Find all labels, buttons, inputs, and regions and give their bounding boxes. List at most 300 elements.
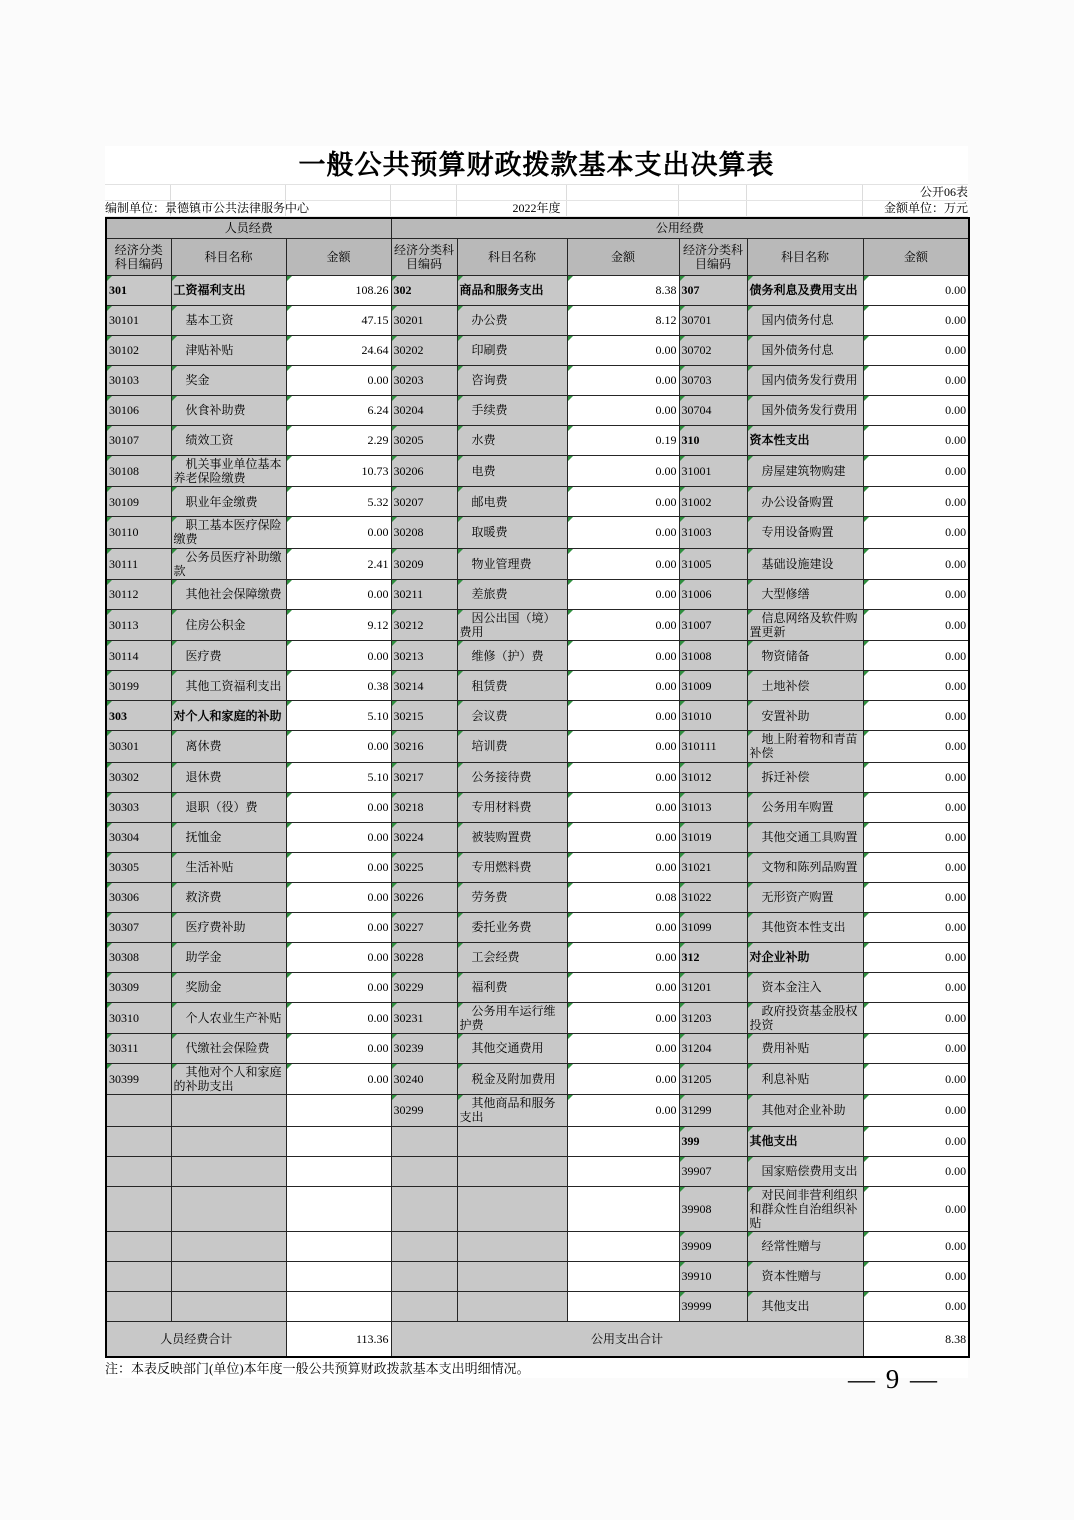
footnote: 注：本表反映部门(单位)本年度一般公共预算财政拨款基本支出明细情况。 [105, 1360, 530, 1376]
code-cell: 30399 [106, 1063, 171, 1094]
code-cell: 30304 [106, 822, 171, 852]
name-cell: 医疗费 [171, 641, 286, 671]
code-cell [106, 1156, 171, 1186]
amount-cell: 0.00 [863, 792, 969, 822]
table-row [106, 396, 969, 426]
amount-cell: 0.00 [863, 517, 969, 548]
amount-cell: 10.73 [286, 456, 391, 487]
table-row [106, 306, 969, 336]
table-row [106, 942, 969, 972]
code-cell [391, 1126, 457, 1156]
code-cell: 30207 [391, 487, 457, 517]
code-cell: 30107 [106, 426, 171, 456]
amount-cell: 0.00 [567, 1063, 679, 1094]
code-cell: 30106 [106, 396, 171, 426]
amount-cell: 0.00 [567, 822, 679, 852]
name-cell: 拆迁补偿 [747, 762, 863, 792]
code-cell: 31013 [679, 792, 747, 822]
name-cell: 租赁费 [457, 671, 567, 701]
name-cell: 专用设备购置 [747, 517, 863, 548]
name-cell: 文物和陈列品购置 [747, 852, 863, 882]
table-row [106, 517, 969, 548]
name-cell: 其他交通费用 [457, 1033, 567, 1063]
name-cell: 培训费 [457, 731, 567, 762]
name-cell: 办公设备购置 [747, 487, 863, 517]
name-cell: 伙食补助费 [171, 396, 286, 426]
code-cell: 31010 [679, 701, 747, 731]
page-number: — 9 — [848, 1364, 939, 1394]
code-cell: 30205 [391, 426, 457, 456]
amount-cell: 0.00 [863, 822, 969, 852]
name-cell [457, 1156, 567, 1186]
amount-cell: 0.00 [567, 579, 679, 609]
name-cell: 其他支出 [747, 1291, 863, 1321]
amount-cell: 0.00 [286, 1002, 391, 1033]
code-cell: 30310 [106, 1002, 171, 1033]
code-cell: 30311 [106, 1033, 171, 1063]
amount-cell: 0.00 [863, 366, 969, 396]
amount-cell: 9.12 [286, 609, 391, 640]
amount-cell: 0.00 [863, 456, 969, 487]
amount-cell: 0.00 [567, 792, 679, 822]
name-cell: 对个人和家庭的补助 [171, 701, 286, 731]
name-cell: 对民间非营利组织和群众性自治组织补贴 [747, 1186, 863, 1231]
name-cell: 取暖费 [457, 517, 567, 548]
table-row [106, 912, 969, 942]
amount-cell: 0.00 [567, 396, 679, 426]
name-cell [171, 1291, 286, 1321]
table-row [106, 548, 969, 579]
code-cell: 31012 [679, 762, 747, 792]
table-row [106, 701, 969, 731]
code-cell [106, 1126, 171, 1156]
code-cell: 30103 [106, 366, 171, 396]
code-cell: 310 [679, 426, 747, 456]
code-cell: 31003 [679, 517, 747, 548]
amount-cell: 0.00 [286, 972, 391, 1002]
name-cell [171, 1126, 286, 1156]
code-cell: 30301 [106, 731, 171, 762]
amount-cell: 0.00 [567, 852, 679, 882]
group-header-public: 公用经费 [391, 218, 969, 239]
name-cell [457, 1291, 567, 1321]
code-cell: 31099 [679, 912, 747, 942]
amount-cell: 0.00 [286, 579, 391, 609]
table-row [106, 1063, 969, 1094]
amount-cell: 0.00 [863, 882, 969, 912]
amount-cell: 0.00 [863, 276, 969, 306]
code-cell: 30108 [106, 456, 171, 487]
code-cell: 30111 [106, 548, 171, 579]
group-header-personnel: 人员经费 [106, 218, 391, 239]
amount-cell: 0.00 [286, 366, 391, 396]
code-cell: 30308 [106, 942, 171, 972]
code-cell: 30306 [106, 882, 171, 912]
code-cell: 30112 [106, 579, 171, 609]
amount-cell: 0.00 [567, 701, 679, 731]
amount-cell: 47.15 [286, 306, 391, 336]
table-row [106, 487, 969, 517]
name-cell [171, 1261, 286, 1291]
code-cell: 30309 [106, 972, 171, 1002]
public-total-value: 8.38 [863, 1321, 969, 1357]
name-cell: 专用材料费 [457, 792, 567, 822]
amount-cell: 0.00 [286, 852, 391, 882]
name-cell: 公务接待费 [457, 762, 567, 792]
amount-cell: 0.00 [863, 579, 969, 609]
code-cell: 31001 [679, 456, 747, 487]
code-cell: 31021 [679, 852, 747, 882]
name-cell: 职工基本医疗保险缴费 [171, 517, 286, 548]
table-row [106, 1033, 969, 1063]
code-cell: 30204 [391, 396, 457, 426]
code-cell: 30229 [391, 972, 457, 1002]
table-row [106, 882, 969, 912]
name-cell: 土地补偿 [747, 671, 863, 701]
table-row [106, 822, 969, 852]
amount-cell: 2.41 [286, 548, 391, 579]
name-cell: 国家赔偿费用支出 [747, 1156, 863, 1186]
totals-row [106, 1321, 969, 1357]
table-row [106, 1261, 969, 1291]
code-cell: 30114 [106, 641, 171, 671]
name-cell: 其他对个人和家庭的补助支出 [171, 1063, 286, 1094]
amount-cell: 0.00 [863, 1261, 969, 1291]
amount-cell [567, 1126, 679, 1156]
amount-cell: 0.08 [567, 882, 679, 912]
amount-cell: 0.00 [863, 1126, 969, 1156]
code-cell: 31201 [679, 972, 747, 1002]
name-cell: 抚恤金 [171, 822, 286, 852]
name-cell: 物业管理费 [457, 548, 567, 579]
code-cell: 30110 [106, 517, 171, 548]
code-cell [106, 1261, 171, 1291]
code-cell: 399 [679, 1126, 747, 1156]
personnel-total-value: 113.36 [286, 1321, 391, 1357]
name-cell: 公务用车运行维护费 [457, 1002, 567, 1033]
public-total-label: 公用支出合计 [391, 1321, 863, 1357]
name-cell [457, 1261, 567, 1291]
amount-cell: 0.00 [863, 731, 969, 762]
amount-cell: 0.00 [863, 487, 969, 517]
name-cell: 因公出国（境）费用 [457, 609, 567, 640]
code-cell: 39907 [679, 1156, 747, 1186]
code-cell: 303 [106, 701, 171, 731]
amount-cell: 0.00 [567, 517, 679, 548]
amount-cell: 5.32 [286, 487, 391, 517]
code-cell: 30703 [679, 366, 747, 396]
amount-cell: 0.00 [286, 792, 391, 822]
amount-cell: 5.10 [286, 701, 391, 731]
name-cell: 被装购置费 [457, 822, 567, 852]
amount-cell: 0.00 [863, 306, 969, 336]
amount-cell: 0.00 [863, 1002, 969, 1033]
code-cell: 30305 [106, 852, 171, 882]
name-cell: 债务利息及费用支出 [747, 276, 863, 306]
amount-cell: 0.00 [567, 762, 679, 792]
name-cell [171, 1156, 286, 1186]
table-row [106, 671, 969, 701]
meta-row-unit-year [105, 201, 968, 217]
name-cell: 其他工资福利支出 [171, 671, 286, 701]
name-cell [171, 1186, 286, 1231]
name-cell: 邮电费 [457, 487, 567, 517]
name-cell: 信息网络及软件购置更新 [747, 609, 863, 640]
code-cell: 301 [106, 276, 171, 306]
table-row [106, 1186, 969, 1231]
amount-cell: 0.00 [863, 1231, 969, 1261]
amount-cell: 0.00 [286, 912, 391, 942]
table-row [106, 1002, 969, 1033]
name-cell: 津贴补贴 [171, 336, 286, 366]
name-cell: 差旅费 [457, 579, 567, 609]
code-cell: 31203 [679, 1002, 747, 1033]
code-cell: 30704 [679, 396, 747, 426]
name-cell: 物资储备 [747, 641, 863, 671]
column-header-name-3: 科目名称 [747, 239, 863, 276]
amount-cell: 0.00 [863, 942, 969, 972]
code-cell: 30231 [391, 1002, 457, 1033]
column-header-code-2: 经济分类科目编码 [391, 239, 457, 276]
amount-cell: 0.00 [567, 1095, 679, 1126]
name-cell: 基本工资 [171, 306, 286, 336]
amount-cell: 0.00 [567, 912, 679, 942]
name-cell: 会议费 [457, 701, 567, 731]
code-cell: 30228 [391, 942, 457, 972]
name-cell: 职业年金缴费 [171, 487, 286, 517]
name-cell: 印刷费 [457, 336, 567, 366]
column-header-row [106, 239, 969, 276]
name-cell: 资本金注入 [747, 972, 863, 1002]
name-cell: 其他资本性支出 [747, 912, 863, 942]
amount-cell: 0.00 [286, 1033, 391, 1063]
code-cell [391, 1186, 457, 1231]
name-cell: 手续费 [457, 396, 567, 426]
name-cell: 其他支出 [747, 1126, 863, 1156]
code-cell: 30227 [391, 912, 457, 942]
code-cell: 30113 [106, 609, 171, 640]
name-cell: 绩效工资 [171, 426, 286, 456]
code-cell: 31007 [679, 609, 747, 640]
code-cell: 30299 [391, 1095, 457, 1126]
amount-cell [286, 1261, 391, 1291]
name-cell [171, 1095, 286, 1126]
amount-cell: 0.00 [863, 1156, 969, 1186]
code-cell: 31006 [679, 579, 747, 609]
code-cell: 30213 [391, 641, 457, 671]
amount-cell: 0.00 [286, 822, 391, 852]
amount-cell [567, 1231, 679, 1261]
code-cell: 30302 [106, 762, 171, 792]
document-page [105, 146, 968, 1378]
amount-cell: 0.00 [567, 942, 679, 972]
name-cell: 商品和服务支出 [457, 276, 567, 306]
amount-cell [286, 1231, 391, 1261]
table-row [106, 1095, 969, 1126]
name-cell: 房屋建筑物购建 [747, 456, 863, 487]
code-cell: 30225 [391, 852, 457, 882]
group-header-row [106, 218, 969, 239]
table-row [106, 792, 969, 822]
code-cell [106, 1291, 171, 1321]
amount-cell: 0.00 [863, 972, 969, 1002]
name-cell: 奖金 [171, 366, 286, 396]
amount-cell: 0.00 [863, 1033, 969, 1063]
table-row [106, 641, 969, 671]
code-cell: 30209 [391, 548, 457, 579]
column-header-code-1: 经济分类科目编码 [106, 239, 171, 276]
name-cell: 资本性支出 [747, 426, 863, 456]
code-cell [391, 1231, 457, 1261]
name-cell: 对企业补助 [747, 942, 863, 972]
amount-cell: 2.29 [286, 426, 391, 456]
amount-cell: 0.00 [567, 731, 679, 762]
amount-cell [567, 1261, 679, 1291]
amount-cell: 0.00 [567, 456, 679, 487]
table-row [106, 852, 969, 882]
code-cell: 31204 [679, 1033, 747, 1063]
name-cell: 公务员医疗补助缴款 [171, 548, 286, 579]
name-cell: 政府投资基金股权投资 [747, 1002, 863, 1033]
amount-cell: 0.00 [567, 487, 679, 517]
name-cell: 其他商品和服务支出 [457, 1095, 567, 1126]
code-cell [391, 1291, 457, 1321]
fiscal-year: 2022年度 [512, 201, 561, 215]
name-cell: 基础设施建设 [747, 548, 863, 579]
column-header-amount-3: 金额 [863, 239, 969, 276]
name-cell [171, 1231, 286, 1261]
name-cell: 国内债务付息 [747, 306, 863, 336]
code-cell: 31205 [679, 1063, 747, 1094]
table-row [106, 276, 969, 306]
code-cell: 30206 [391, 456, 457, 487]
table-row [106, 1156, 969, 1186]
name-cell: 公务用车购置 [747, 792, 863, 822]
personnel-total-label: 人员经费合计 [106, 1321, 286, 1357]
code-cell: 30102 [106, 336, 171, 366]
name-cell: 经常性赠与 [747, 1231, 863, 1261]
name-cell: 税金及附加费用 [457, 1063, 567, 1094]
code-cell: 30217 [391, 762, 457, 792]
name-cell: 离休费 [171, 731, 286, 762]
amount-cell: 0.00 [863, 852, 969, 882]
prepared-by-label: 编制单位：景德镇市公共法律服务中心 [105, 201, 310, 215]
code-cell: 30203 [391, 366, 457, 396]
name-cell: 福利费 [457, 972, 567, 1002]
amount-cell: 0.00 [567, 336, 679, 366]
budget-table [105, 217, 970, 1358]
name-cell: 国外债务发行费用 [747, 396, 863, 426]
name-cell: 专用燃料费 [457, 852, 567, 882]
amount-cell [567, 1186, 679, 1231]
code-cell: 30702 [679, 336, 747, 366]
name-cell: 维修（护）费 [457, 641, 567, 671]
name-cell: 利息补贴 [747, 1063, 863, 1094]
amount-cell: 0.00 [286, 731, 391, 762]
code-cell: 30101 [106, 306, 171, 336]
code-cell: 31002 [679, 487, 747, 517]
amount-cell: 108.26 [286, 276, 391, 306]
name-cell: 无形资产购置 [747, 882, 863, 912]
amount-cell: 0.00 [286, 1063, 391, 1094]
name-cell: 工会经费 [457, 942, 567, 972]
code-cell: 30212 [391, 609, 457, 640]
name-cell: 国外债务付息 [747, 336, 863, 366]
amount-unit-label: 金额单位：万元 [884, 201, 969, 215]
name-cell: 助学金 [171, 942, 286, 972]
amount-cell: 8.12 [567, 306, 679, 336]
code-cell: 31022 [679, 882, 747, 912]
table-row [106, 456, 969, 487]
amount-cell: 24.64 [286, 336, 391, 366]
name-cell [457, 1231, 567, 1261]
code-cell [391, 1261, 457, 1291]
amount-cell: 0.00 [863, 548, 969, 579]
amount-cell: 6.24 [286, 396, 391, 426]
name-cell: 地上附着物和青苗补偿 [747, 731, 863, 762]
column-header-code-3: 经济分类科目编码 [679, 239, 747, 276]
name-cell: 国内债务发行费用 [747, 366, 863, 396]
amount-cell: 0.00 [863, 1186, 969, 1231]
code-cell: 30211 [391, 579, 457, 609]
table-row [106, 336, 969, 366]
column-header-name-1: 科目名称 [171, 239, 286, 276]
column-header-amount-1: 金额 [286, 239, 391, 276]
amount-cell: 8.38 [567, 276, 679, 306]
name-cell: 费用补贴 [747, 1033, 863, 1063]
amount-cell: 0.00 [286, 641, 391, 671]
code-cell: 30199 [106, 671, 171, 701]
code-cell: 31009 [679, 671, 747, 701]
amount-cell: 0.00 [286, 942, 391, 972]
column-header-name-2: 科目名称 [457, 239, 567, 276]
name-cell: 咨询费 [457, 366, 567, 396]
amount-cell: 0.00 [863, 1095, 969, 1126]
name-cell: 个人农业生产补贴 [171, 1002, 286, 1033]
amount-cell: 0.00 [567, 641, 679, 671]
amount-cell: 0.00 [863, 701, 969, 731]
name-cell: 资本性赠与 [747, 1261, 863, 1291]
amount-cell: 0.38 [286, 671, 391, 701]
name-cell: 生活补贴 [171, 852, 286, 882]
name-cell: 其他社会保障缴费 [171, 579, 286, 609]
amount-cell: 0.00 [567, 972, 679, 1002]
amount-cell: 0.00 [567, 671, 679, 701]
amount-cell: 0.00 [863, 671, 969, 701]
table-row [106, 762, 969, 792]
amount-cell [286, 1186, 391, 1231]
code-cell: 310111 [679, 731, 747, 762]
code-cell [391, 1156, 457, 1186]
code-cell: 302 [391, 276, 457, 306]
name-cell: 其他交通工具购置 [747, 822, 863, 852]
amount-cell: 0.00 [567, 1033, 679, 1063]
amount-cell: 0.00 [863, 641, 969, 671]
code-cell: 31005 [679, 548, 747, 579]
column-header-amount-2: 金额 [567, 239, 679, 276]
code-cell: 39909 [679, 1231, 747, 1261]
name-cell: 水费 [457, 426, 567, 456]
amount-cell [286, 1156, 391, 1186]
name-cell: 办公费 [457, 306, 567, 336]
table-row [106, 426, 969, 456]
name-cell [457, 1126, 567, 1156]
code-cell: 31019 [679, 822, 747, 852]
code-cell: 312 [679, 942, 747, 972]
table-row [106, 1291, 969, 1321]
amount-cell: 0.00 [863, 912, 969, 942]
amount-cell: 0.00 [567, 366, 679, 396]
